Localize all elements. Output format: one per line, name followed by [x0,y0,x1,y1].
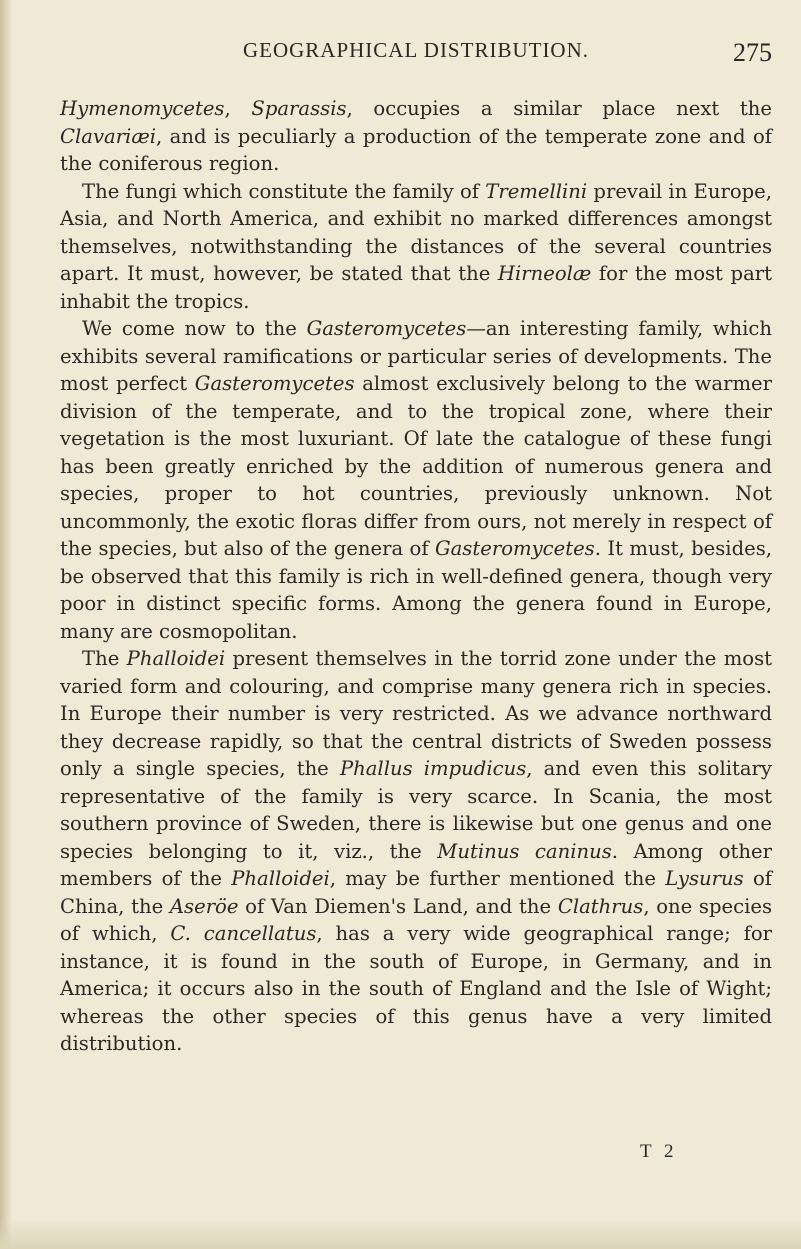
page-edge-shadow [0,0,12,1249]
text-run: , one species of which, [60,894,773,945]
text-run: for the most part inhabit the tropics. [60,262,772,313]
page-bottom-shadow [0,1219,801,1249]
paragraph-2 [60,178,772,316]
text-run: of Van Diemen's Land, and the [238,894,558,918]
italic-term: Hirneolæ [497,262,592,285]
italic-term: Gasteromycetes [194,372,355,395]
text-run: . Among other members of the [60,839,772,890]
text-run: present themselves in the torrid zone under the most varied form and colouring, and comprise many genera rich in species. In Europe their number is very restricted. As we advance northward they decrease rapidly, so that the central districts of Sweden possess only a single species, the [60,647,773,780]
italic-term: Mutinus caninus [437,839,612,863]
paragraph-4 [60,645,772,1058]
italic-term: Aseröe [169,894,239,918]
italic-term: Gasteromycetes [306,317,467,340]
text-run: , and is peculiarly a production of the temperate zone and of the coniferous region. [60,124,772,175]
text-run: —an interesting family, which exhibits several ramifications or particular series of developments. The most perfect [60,317,773,395]
body-text [60,95,772,1058]
italic-term: Sparassis [251,97,347,120]
italic-term: Gasteromycetes [434,537,595,560]
text-run: , [224,97,252,120]
paragraph-3 [60,315,772,645]
italic-term: Lysurus [665,867,744,890]
italic-term: C. cancellatus [170,922,317,945]
text-run: almost exclusively belong to the warmer division of the temperate, and to the tropical zone, where their vegetation is the most luxuriant. Of late the catalogue of these fungi has been greatly enriched by the addition of numerous genera and species, proper to hot countries, previously unknown. Not uncommonly, the exotic floras differ from ours, not merely in respect of the species, but also of the genera of [60,372,772,560]
italic-term: Clavariæi [60,124,157,148]
text-run: The [82,647,127,670]
italic-term: Phalloidei [231,867,330,890]
italic-term: Phallus impudicus [339,757,527,780]
text-run: prevail in Europe, Asia, and North America, and exhibit no marked differences amongst themselves, notwithstanding the distances of the several countries apart. It must, however, be stated that the [60,179,772,285]
italic-term: Hymenomycetes [60,97,225,120]
italic-term: Tremellini [485,179,588,203]
text-run: We come now to the [82,317,307,340]
text-run: , occupies a similar place next the [346,97,772,120]
running-head: GEOGRAPHICAL DISTRIBUTION. [242,38,590,62]
text-run: , may be further mentioned the [329,867,666,890]
text-run: , has a very wide geographical range; for instance, it is found in the south of Europe, in Germany, and in America; it occurs also in the south of England and the Isle of Wight; whereas the other species of this genus have a very limited distribution. [60,922,773,1055]
page-header [60,38,772,78]
text-run: , and even this solitary representative of the family is very scarce. In Scania, the most southern province of Sweden, there is likewise but one genus and one species belonging to it, viz., the [60,757,772,863]
text-run: The fungi which constitute the family of [82,179,486,203]
signature-mark: T 2 [640,1141,678,1162]
page-number: 275 [733,38,772,67]
text-run: of China, the [60,867,773,918]
italic-term: Phalloidei [126,647,226,670]
paragraph-1 [60,95,772,178]
text-run: . It must, besides, be observed that this family is rich in well-defined genera, though very poor in distinct specific forms. Among the genera found in Europe, many are cosmopolitan. [60,537,772,643]
italic-term: Clathrus [557,894,644,918]
